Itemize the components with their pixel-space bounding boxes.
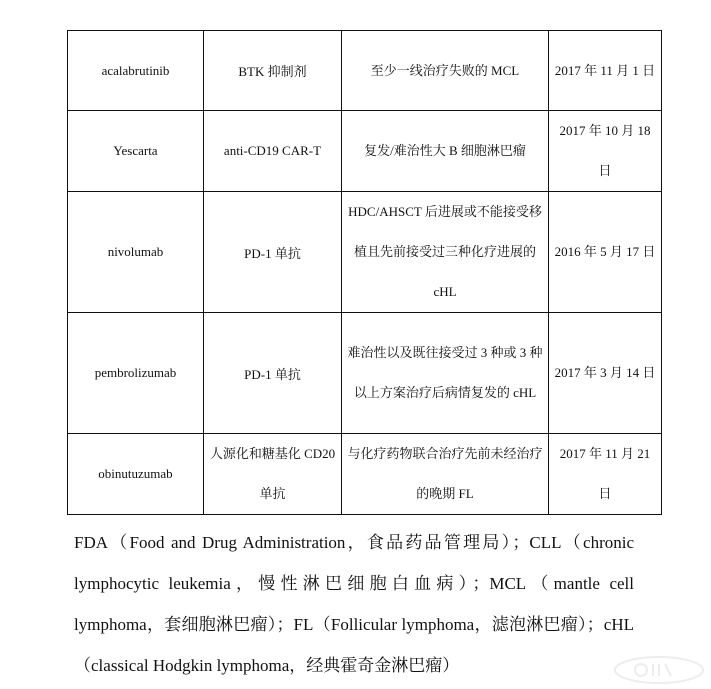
drug-name-cell [68, 434, 204, 515]
drug-type-cell [204, 31, 342, 111]
approval-date-cell [549, 111, 662, 192]
drug-type-cell [204, 192, 342, 313]
drug-name: acalabrutinib [101, 62, 170, 78]
drug-name: pembrolizumab [94, 365, 177, 380]
drug-name-cell [68, 111, 204, 192]
approval-date-cell [549, 434, 662, 515]
approval-date: 2016 年 5 月 17 日 [554, 244, 656, 259]
approval-date: 2017 年 3 月 14 日 [554, 365, 656, 380]
table-row [68, 192, 662, 313]
drug-type-cell [204, 434, 342, 515]
approval-date: 2017 年 11 月 1 日 [554, 62, 656, 78]
approval-date-cell [549, 31, 662, 111]
indication-cell [342, 31, 549, 111]
indication-cell [342, 434, 549, 515]
indication-text: 至少一线治疗失败的 MCL [370, 62, 520, 78]
drug-type-cell [204, 111, 342, 192]
approval-date: 2017 年 11 月 21 日 [559, 446, 651, 501]
drug-type: anti-CD19 CAR-T [223, 143, 322, 158]
drug-name: obinutuzumab [98, 466, 173, 481]
table-row [68, 313, 662, 434]
drug-type: PD-1 单抗 [244, 366, 301, 382]
indication-text: 难治性以及既往接受过 3 种或 3 种以上方案治疗后病情复发的 cHL [347, 345, 543, 400]
table-row [68, 31, 662, 111]
drug-name: Yescarta [113, 143, 158, 158]
abbreviation-footnote: FDA（Food and Drug Administration，食品药品管理局）；CLL（chronic lymphocytic leukemia，慢性淋巴细胞白血病）；MCL（mantle cell lymphoma，套细胞淋巴瘤）；FL（Follicular lymphoma，滤泡淋巴瘤）；cHL（classical Hodgkin lymphoma，经典霍奇金淋巴瘤） [74, 533, 634, 675]
table-row [68, 434, 662, 515]
indication-text: 复发/难治性大 B 细胞淋巴瘤 [364, 143, 526, 158]
table-row [68, 111, 662, 192]
approval-date-cell [549, 313, 662, 434]
drug-name: nivolumab [107, 244, 164, 259]
indication-text: HDC/AHSCT 后进展或不能接受移植且先前接受过三种化疗进展的 cHL [348, 204, 542, 299]
drug-type: PD-1 单抗 [244, 245, 301, 261]
drug-approval-table [67, 30, 662, 515]
indication-cell [342, 192, 549, 313]
indication-cell [342, 111, 549, 192]
approval-date: 2017 年 10 月 18 日 [559, 123, 651, 178]
drug-type-cell [204, 313, 342, 434]
drug-type: BTK 抑制剂 [238, 64, 307, 79]
drug-name-cell [68, 313, 204, 434]
watermark-logo-icon [613, 655, 705, 685]
indication-text: 与化疗药物联合治疗先前未经治疗的晚期 FL [347, 446, 543, 501]
drug-type: 人源化和糖基化 CD20 单抗 [209, 446, 336, 501]
approval-date-cell [549, 192, 662, 313]
drug-name-cell [68, 192, 204, 313]
indication-cell [342, 313, 549, 434]
drug-name-cell [68, 31, 204, 111]
